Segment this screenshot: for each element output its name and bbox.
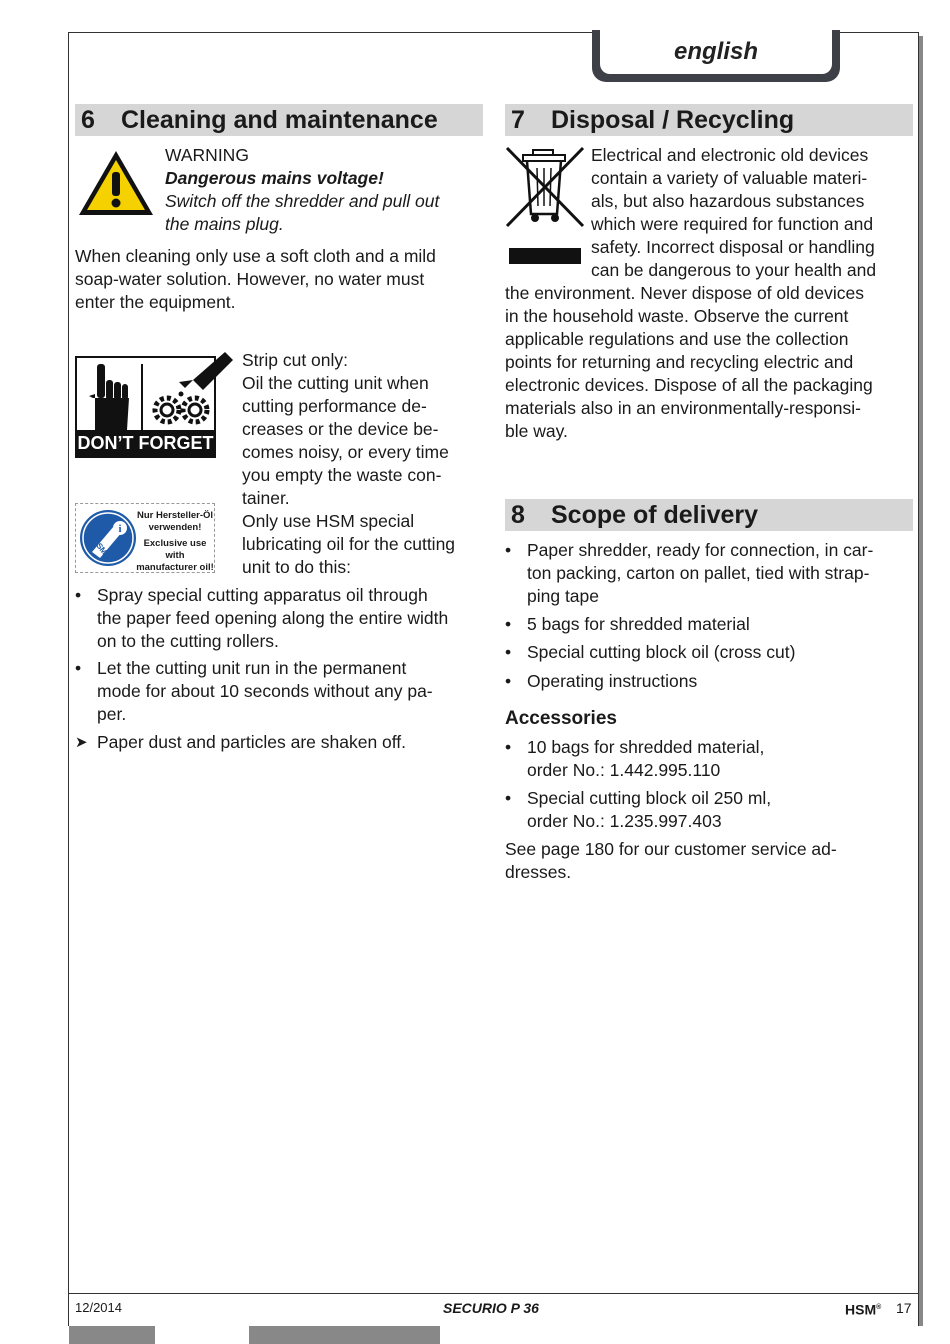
disposal-line: in the household waste. Observe the current bbox=[505, 306, 849, 326]
crossed-out-bin-icon bbox=[505, 146, 587, 266]
oil-line: lubricating oil for the cutting bbox=[242, 534, 456, 554]
warning-instruction-2: the mains plug. bbox=[165, 214, 284, 234]
list-item-line: 5 bags for shredded material bbox=[527, 614, 750, 634]
list-item bbox=[505, 641, 917, 664]
list-item bbox=[505, 670, 917, 693]
disposal-wrapped-text bbox=[591, 144, 916, 282]
disposal-line: applicable regulations and use the collection bbox=[505, 329, 849, 349]
list-item-line: Special cutting block oil (cross cut) bbox=[527, 642, 796, 662]
svg-text:i: i bbox=[118, 523, 122, 535]
footer-date: 12/2014 bbox=[75, 1300, 122, 1315]
brand-name: HSM bbox=[845, 1301, 877, 1318]
list-item bbox=[505, 613, 917, 636]
bottom-tab-strip bbox=[69, 1326, 155, 1344]
list-item bbox=[505, 539, 917, 608]
oil-line: you empty the waste con- bbox=[242, 465, 442, 485]
list-item-line: ping tape bbox=[527, 586, 600, 606]
list-item-line: per. bbox=[97, 704, 127, 724]
bullet-mark: • bbox=[505, 737, 512, 757]
language-label: english bbox=[673, 38, 758, 65]
bullet-mark: • bbox=[505, 642, 512, 662]
warning-instruction-1: Switch off the shredder and pull out bbox=[165, 191, 440, 211]
list-item-line: order No.: 1.235.997.403 bbox=[527, 811, 722, 831]
disposal-line: als, but also hazardous substances bbox=[591, 191, 865, 211]
section-7-heading bbox=[505, 104, 913, 136]
bullet-mark: • bbox=[505, 614, 512, 634]
warning-block bbox=[165, 144, 485, 236]
cleaning-line: enter the equipment. bbox=[75, 292, 236, 312]
list-item-line: Paper shredder, ready for connection, in car- bbox=[527, 540, 874, 560]
footer-rule bbox=[69, 1293, 919, 1294]
oil-paragraph bbox=[242, 349, 487, 579]
disposal-line: can be dangerous to your health and bbox=[591, 260, 877, 280]
page-number: 17 bbox=[896, 1300, 912, 1316]
service-note bbox=[505, 838, 917, 884]
list-item-line: Special cutting block oil 250 ml, bbox=[527, 788, 772, 808]
dont-forget-pictogram bbox=[75, 350, 235, 458]
disposal-line: contain a variety of valuable materi- bbox=[591, 168, 868, 188]
bullet-mark: • bbox=[75, 585, 82, 605]
list-item-line: 10 bags for shredded material, bbox=[527, 737, 765, 757]
section-7-title: Disposal / Recycling bbox=[551, 106, 795, 134]
footer-product: SECURIO P 36 bbox=[443, 1300, 539, 1316]
section-6-heading bbox=[75, 104, 483, 136]
section-8-title: Scope of delivery bbox=[551, 501, 759, 529]
disposal-line: ble way. bbox=[505, 421, 568, 441]
oil-line: creases or the device be- bbox=[242, 419, 439, 439]
list-item bbox=[505, 787, 917, 833]
info-oil-bottle-icon bbox=[78, 508, 138, 568]
list-item-line: the paper feed opening along the entire width bbox=[97, 608, 449, 628]
disposal-line: Electrical and electronic old devices bbox=[591, 145, 869, 165]
accessories-title: Accessories bbox=[505, 708, 617, 729]
bullet-mark: • bbox=[505, 540, 512, 560]
dont-forget-label: DON’T FORGET bbox=[77, 433, 214, 453]
disposal-line: which were required for function and bbox=[591, 214, 874, 234]
oil-sign-line: Exclusive use with bbox=[143, 538, 207, 561]
section-8-heading bbox=[505, 499, 913, 531]
list-item-line: ton packing, carton on pallet, tied with strap- bbox=[527, 563, 870, 583]
list-item-line: mode for about 10 seconds without any pa- bbox=[97, 681, 433, 701]
registered-mark: ® bbox=[876, 1304, 882, 1311]
oil-line: cutting performance de- bbox=[242, 396, 427, 416]
oil-line: Strip cut only: bbox=[242, 350, 349, 370]
language-tab bbox=[592, 30, 840, 82]
disposal-line: safety. Incorrect disposal or handling bbox=[591, 237, 875, 257]
result-item bbox=[75, 731, 487, 754]
section-8-number: 8 bbox=[511, 501, 525, 529]
oil-line: comes noisy, or every time bbox=[242, 442, 449, 462]
oil-line: Oil the cutting unit when bbox=[242, 373, 429, 393]
section-7-number: 7 bbox=[511, 106, 525, 134]
oil-line: unit to do this: bbox=[242, 557, 351, 577]
list-item bbox=[75, 584, 487, 653]
warning-headline: Dangerous mains voltage! bbox=[165, 168, 384, 188]
section-6-title: Cleaning and maintenance bbox=[121, 106, 438, 134]
cleaning-paragraph bbox=[75, 245, 485, 314]
list-item-line: Let the cutting unit run in the permanent bbox=[97, 658, 407, 678]
bullet-mark: • bbox=[75, 658, 82, 678]
list-item bbox=[75, 657, 487, 726]
footer-brand-logo bbox=[845, 1300, 881, 1318]
arrow-mark: ➤ bbox=[75, 734, 88, 751]
disposal-full-text bbox=[505, 282, 917, 443]
warning-triangle-icon bbox=[76, 148, 156, 218]
disposal-line: electronic devices. Dispose of all the packaging bbox=[505, 375, 873, 395]
service-line: dresses. bbox=[505, 862, 572, 882]
bullet-mark: • bbox=[505, 788, 512, 808]
cleaning-line: When cleaning only use a soft cloth and a mild bbox=[75, 246, 436, 266]
oil-line: tainer. bbox=[242, 488, 290, 508]
warning-title: WARNING bbox=[165, 145, 249, 165]
bottom-tab-strip bbox=[249, 1326, 440, 1344]
list-item-line: Spray special cutting apparatus oil through bbox=[97, 585, 428, 605]
disposal-line: materials also in an environmentally-responsi- bbox=[505, 398, 861, 418]
cleaning-line: soap-water solution. However, no water must bbox=[75, 269, 425, 289]
disposal-line: the environment. Never dispose of old devices bbox=[505, 283, 864, 303]
list-item bbox=[505, 736, 917, 782]
oil-sign-line: Nur Hersteller-Öl bbox=[136, 510, 214, 521]
page-shadow bbox=[919, 36, 923, 1326]
oil-sign-line: verwenden! bbox=[148, 522, 202, 533]
oil-sign-line: manufacturer oil! bbox=[136, 562, 214, 573]
disposal-line: points for returning and recycling electric and bbox=[505, 352, 854, 372]
oil-bottle-brand: HSM bbox=[90, 536, 109, 557]
list-item-line: Operating instructions bbox=[527, 671, 698, 691]
result-line: Paper dust and particles are shaken off. bbox=[97, 732, 407, 752]
list-item-line: on to the cutting rollers. bbox=[97, 631, 279, 651]
oil-line: Only use HSM special bbox=[242, 511, 415, 531]
section-6-number: 6 bbox=[81, 106, 95, 134]
service-line: See page 180 for our customer service ad- bbox=[505, 839, 837, 859]
oil-sign-text bbox=[136, 510, 214, 574]
list-item-line: order No.: 1.442.995.110 bbox=[527, 760, 721, 780]
manufacturer-oil-sign bbox=[75, 503, 215, 573]
bullet-mark: • bbox=[505, 671, 512, 691]
